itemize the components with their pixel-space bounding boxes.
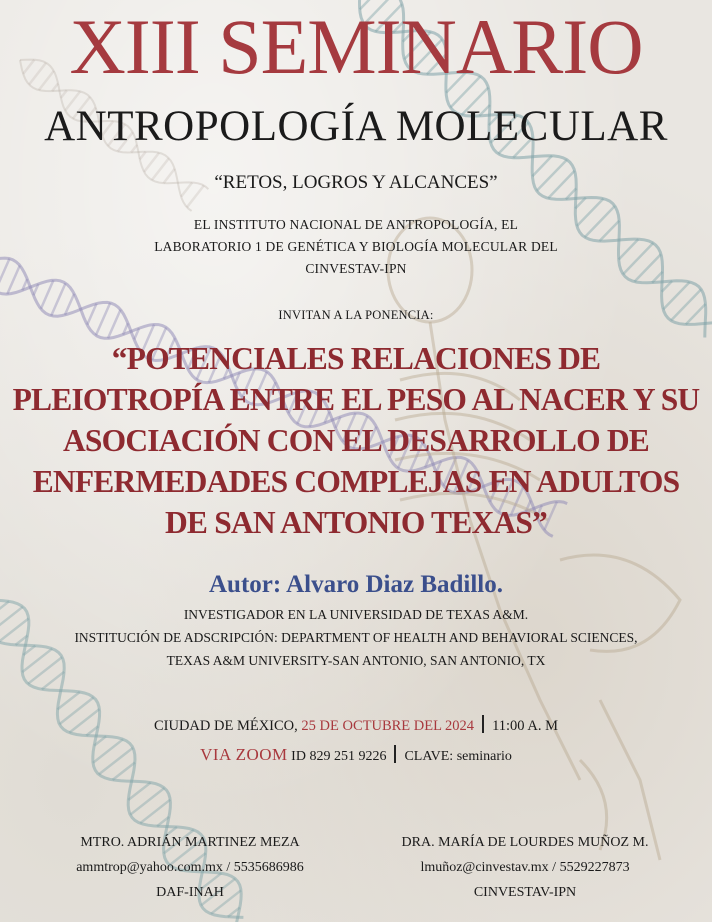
host-line: CINVESTAV-IPN <box>305 261 407 276</box>
talk-title-line: DE SAN ANTONIO TEXAS” <box>164 505 548 540</box>
organizer-contact: ammtrop@yahoo.com.mx / 5535686986 <box>76 860 304 875</box>
organizer-contact: lmuñoz@cinvestav.mx / 5529227873 <box>420 860 630 875</box>
host-line: EL INSTITUTO NACIONAL DE ANTROPOLOGÍA, EL <box>193 217 519 232</box>
separator-bar <box>394 745 396 763</box>
event-connection <box>0 744 712 768</box>
zoom-label: VIA ZOOM <box>200 745 288 764</box>
zoom-password: CLAVE: seminario <box>404 749 512 764</box>
organizer-institution: CINVESTAV-IPN <box>473 885 577 900</box>
zoom-meeting-id: ID 829 251 9226 <box>287 749 387 764</box>
author-affiliation-line: INVESTIGADOR EN LA UNIVERSIDAD DE TEXAS A&M. <box>183 607 529 622</box>
event-city: CIUDAD DE MÉXICO, <box>153 718 302 734</box>
author-affiliation-line: TEXAS A&M UNIVERSITY-SAN ANTONIO, SAN ANTONIO, TX <box>166 653 546 668</box>
talk-title-line: PLEIOTROPÍA ENTRE EL PESO AL NACER Y SU <box>12 382 700 417</box>
talk-title-line: “POTENCIALES RELACIONES DE <box>111 341 601 376</box>
invite-text: INVITAN A LA PONENCIA: <box>278 308 434 322</box>
event-time: 11:00 A. M <box>492 718 558 734</box>
organizer-name: MTRO. ADRIÁN MARTINEZ MEZA <box>80 835 300 850</box>
author-name: Autor: Alvaro Diaz Badillo. <box>209 571 503 598</box>
helix-rung <box>144 153 159 172</box>
event-datetime <box>0 715 712 737</box>
organizer-cinvestav <box>370 830 680 905</box>
organizer-name: DRA. MARÍA DE LOURDES MUÑOZ M. <box>401 835 649 850</box>
seminar-tagline: “RETOS, LOGROS Y ALCANCES” <box>214 172 498 193</box>
talk-title-line: ASOCIACIÓN CON EL DESARROLLO DE <box>62 423 650 458</box>
event-date: 25 DE OCTUBRE DEL 2024 <box>301 718 475 734</box>
talk-title-line: ENFERMEDADES COMPLEJAS EN ADULTOS <box>32 464 680 499</box>
host-line: LABORATORIO 1 DE GENÉTICA Y BIOLOGÍA MOLECULAR DEL <box>154 239 558 254</box>
organizer-inah <box>40 830 340 905</box>
organizer-institution: DAF-INAH <box>156 885 224 900</box>
seminar-subtitle: ANTROPOLOGÍA MOLECULAR <box>44 103 668 150</box>
seminar-title: XIII SEMINARIO <box>69 3 643 90</box>
author-affiliation-line: INSTITUCIÓN DE ADSCRIPCIÓN: DEPARTMENT OF HEALTH AND BEHAVIORAL SCIENCES, <box>74 630 638 645</box>
separator-bar <box>482 715 484 733</box>
helix-rung <box>130 788 164 815</box>
